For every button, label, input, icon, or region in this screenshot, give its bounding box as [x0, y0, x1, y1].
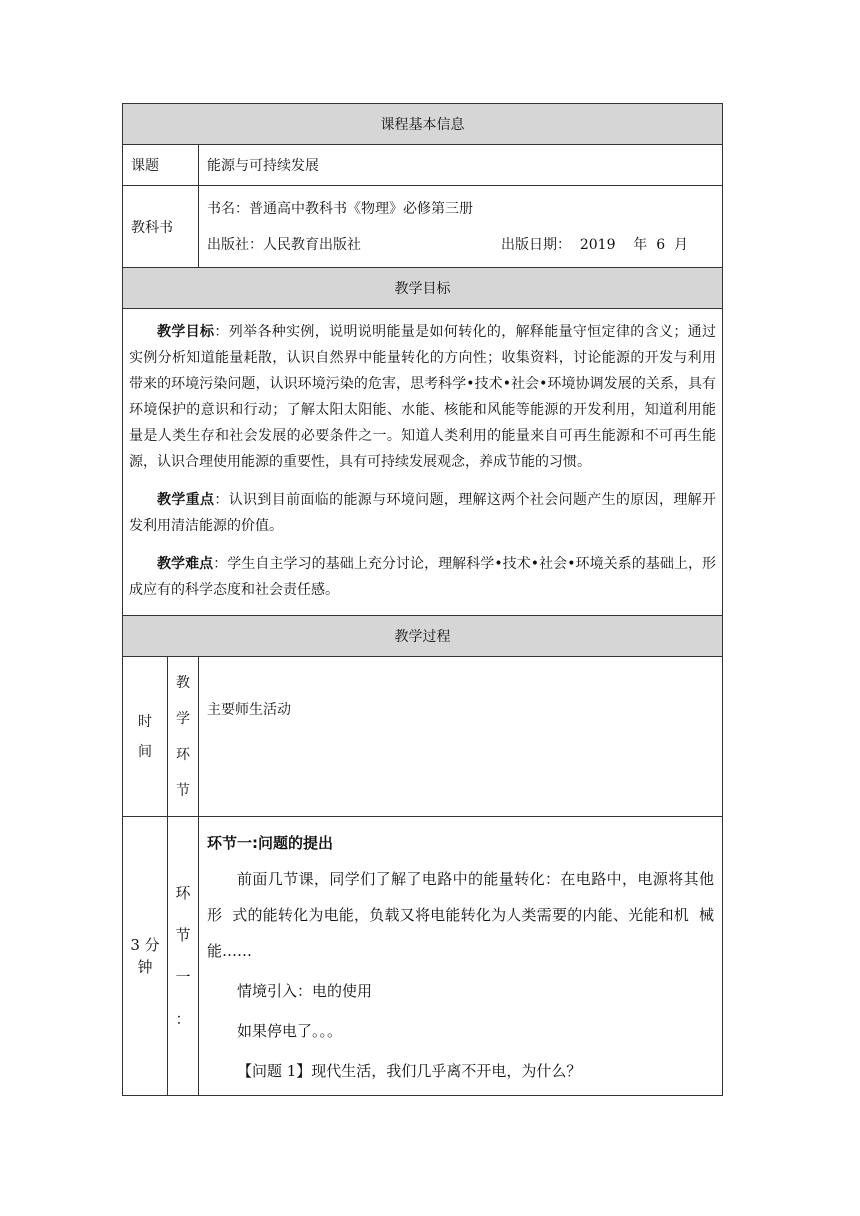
- stage-column-header: [168, 657, 199, 817]
- teaching-goal-text: ：列举各种实例，说明说明能量是如何转化的，解释能量守恒定律的含义；通过实例分析知道能量耗散，认识自然界中能量转化的方向性；收集资料，讨论能源的开发与利用带来的环境污染问题，认识环境污染的危害，思考科学•技术•社会•环境协调发展的关系，具有环境保护的意识和行动；了解太阳太阳能、水能、核能和风能等能源的开发利用，知道利用能量是人类生存和社会发展的必要条件之一。知道人类利用的能量来自可再生能源和不可再生能源，认识合理使用能源的重要性，具有可持续发展观念，养成节能的习惯。: [129, 324, 717, 470]
- activity-column-header: 主要师生活动: [199, 657, 723, 817]
- objectives-header: 教学目标: [123, 268, 723, 309]
- section1-paragraph-2: 情境引入：电的使用: [237, 982, 373, 1000]
- stage-char-4: 节: [176, 782, 190, 799]
- publisher-line: [207, 227, 722, 263]
- stage-char-2: 学: [176, 710, 190, 727]
- teaching-key-point: [129, 487, 716, 539]
- stage-char-1: 教: [176, 674, 190, 691]
- time-char-1: 时: [138, 713, 152, 730]
- section1-stage-char-4: ：: [175, 1010, 191, 1028]
- teaching-difficulty: [129, 551, 716, 603]
- section1-question-1: 【问题 1】现代生活，我们几乎离不开电，为什么？: [237, 1062, 582, 1080]
- key-point-text: ：认识到目前面临的能源与环境问题，理解这两个社会问题产生的原因，理解开发利用清洁能源的价值。: [129, 492, 717, 534]
- lesson-plan-sheet: [122, 103, 722, 1096]
- section1-time-line2: 钟: [137, 958, 153, 976]
- section1-paragraph-3: 如果停电了。。。: [237, 1022, 343, 1040]
- section1-stage-char-1: 环: [175, 884, 191, 902]
- section1-paragraph-1: 前面几节课，同学们了解了电路中的能量转化：在电路中，电源将其他形 式的能转化为电能，负载又将电能转化为人类需要的内能、光能和机 械能……: [207, 870, 715, 960]
- difficulty-text: ：学生自主学习的基础上充分讨论，理解科学•技术•社会•环境关系的基础上，形成应有的科学态度和社会责任感。: [129, 556, 717, 598]
- course-info-header: 课程基本信息: [123, 104, 723, 145]
- textbook-details: [199, 186, 723, 268]
- time-char-2: 间: [138, 743, 152, 760]
- section1-stage-char-2: 节: [175, 926, 191, 944]
- objectives-body: [123, 309, 723, 616]
- difficulty-label: 教学难点: [157, 556, 214, 572]
- topic-value: 能源与可持续发展: [199, 145, 723, 186]
- publisher: 出版社：人民教育出版社: [207, 236, 361, 253]
- textbook-label: 教科书: [123, 186, 199, 268]
- publish-date: 出版日期： 2019 年 6 月: [500, 236, 689, 253]
- key-point-label: 教学重点: [157, 492, 215, 508]
- course-info-table: [122, 103, 723, 1096]
- teaching-goal-label: 教学目标: [157, 324, 215, 340]
- stage-char-3: 环: [176, 746, 190, 763]
- section1-time: [123, 817, 168, 1096]
- process-header: 教学过程: [123, 616, 723, 657]
- section1-stage-char-3: 一: [175, 968, 191, 986]
- section1-content: [199, 817, 723, 1096]
- book-name: 书名：普通高中教科书《物理》必修第三册: [207, 200, 473, 217]
- section1-title: 环节一:问题的提出: [207, 834, 333, 852]
- teaching-goal: [129, 319, 716, 475]
- section1-time-line1: 3 分: [130, 936, 160, 954]
- topic-label: 课题: [123, 145, 199, 186]
- time-column-header: [123, 657, 168, 817]
- section1-stage: [168, 817, 199, 1096]
